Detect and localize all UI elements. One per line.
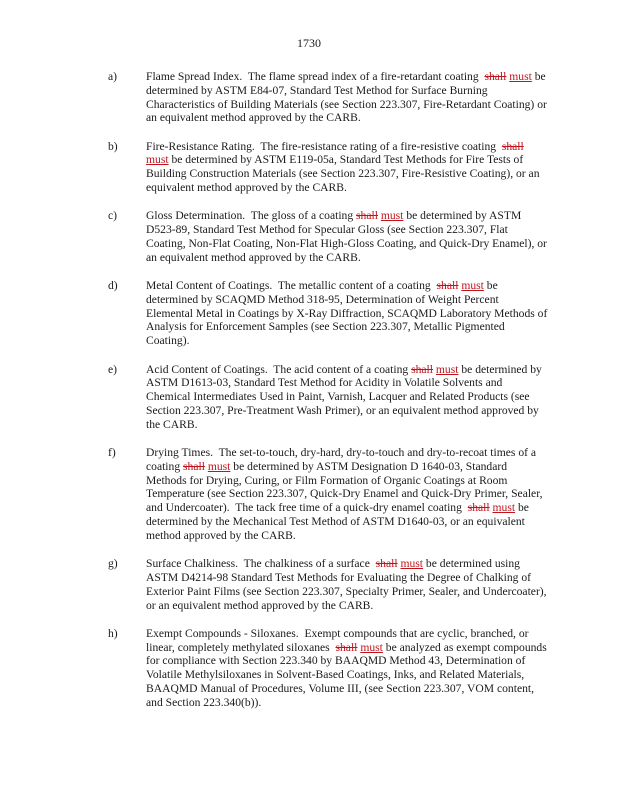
item-label: a) bbox=[108, 70, 118, 83]
deleted-text: shall bbox=[375, 557, 398, 571]
deleted-text: shall bbox=[436, 279, 459, 293]
text-segment: Surface Chalkiness. The chalkiness of a surface bbox=[146, 557, 376, 571]
item-text bbox=[146, 627, 548, 710]
provision-item-b bbox=[108, 140, 548, 195]
inserted-text: must bbox=[380, 209, 404, 223]
item-text bbox=[146, 209, 548, 264]
inserted-text: must bbox=[461, 279, 484, 293]
provision-list bbox=[108, 70, 548, 724]
text-segment: be determined by ASTM D1613-03, Standard Test Method for Acidity in Volatile Solvents and Chemical Intermediates Used in Paint, Varnish, Lacquer and Related Products (see Section 223.307, Pre-Treatment Wash Primer), or an equivalent method approved by the CARB. bbox=[146, 362, 545, 431]
inserted-text: must bbox=[400, 557, 424, 571]
inserted-text: must bbox=[360, 640, 383, 654]
item-label: d) bbox=[108, 279, 118, 293]
item-text bbox=[146, 557, 548, 612]
text-segment: Exempt Compounds - Siloxanes. Exempt compounds that are cyclic, branched, or linear, completely methylated siloxanes bbox=[146, 626, 532, 654]
provision-item-e bbox=[108, 363, 548, 432]
item-label: b) bbox=[108, 139, 118, 153]
text-segment: be determined by SCAQMD Method 318-95, Determination of Weight Percent Elemental Metal in Coatings by X-Ray Diffraction, SCAQMD Laboratory Methods of Analysis for Enforcement Samples (see Section 223.307, Metallic Pigmented Coating). bbox=[146, 279, 550, 348]
provision-item-f bbox=[108, 446, 548, 543]
provision-item-c bbox=[108, 209, 548, 264]
provision-item-d bbox=[108, 279, 548, 348]
text-segment: Flame Spread Index. The flame spread index of a fire-retardant coating bbox=[146, 70, 485, 83]
text-segment: be analyzed as exempt compounds for compliance with Section 223.340 by BAAQMD Method 43, Determination of Volatile Methylsiloxanes in Solvent-Based Coatings, Inks, and Related Materials, BAAQMD Manual of Procedures, Volume III, (see Section 223.307, VOM content, and Section 223.340(b)). bbox=[146, 640, 550, 709]
item-label: g) bbox=[108, 557, 118, 571]
inserted-text: must bbox=[492, 501, 516, 515]
text-segment: be determined by ASTM E84-07, Standard Test Method for Surface Burning Characteristics of Building Materials (see Section 223.307, Fire-Retardant Coating) or an equivalent method approved by the CARB. bbox=[146, 70, 550, 125]
item-label: f) bbox=[108, 446, 116, 460]
inserted-text: must bbox=[207, 459, 231, 473]
deleted-text: shall bbox=[356, 209, 378, 223]
provision-item-h bbox=[108, 627, 548, 710]
deleted-text: shall bbox=[467, 501, 490, 515]
inserted-text: must bbox=[146, 153, 169, 167]
item-label: h) bbox=[108, 626, 118, 640]
deleted-text: shall bbox=[501, 139, 524, 153]
text-segment: Drying Times. The set-to-touch, dry-hard, dry-to-touch and dry-to-recoat times of a coating bbox=[146, 446, 539, 473]
deleted-text: shall bbox=[411, 362, 433, 376]
item-text bbox=[146, 446, 548, 543]
text-segment: Gloss Determination. The gloss of a coating bbox=[146, 209, 357, 223]
item-text bbox=[146, 140, 548, 195]
inserted-text: must bbox=[435, 362, 459, 376]
text-segment: be determined by ASTM D523-89, Standard Test Method for Specular Gloss (see Section 223.307, Flat Coating, Non-Flat Coating, Non-Flat High-Gloss Coating, and Quick-Dry Enamel), or an equivalent method approved by the CARB. bbox=[146, 209, 550, 264]
text-segment: Metal Content of Coatings. The metallic content of a coating bbox=[146, 279, 437, 293]
text-segment: be determined by ASTM Designation D 1640-03, Standard Methods for Drying, Curing, or Film Formation of Organic Coatings at Room Temperature (see Section 223.307, Quick-Dry Enamel and Quick-Dry Primer, Sealer, and Undercoater). The tack free time of a quick-dry enamel coating bbox=[146, 459, 546, 515]
provision-item-g bbox=[108, 557, 548, 612]
text-segment bbox=[524, 140, 527, 153]
item-label: e) bbox=[108, 362, 118, 376]
item-label: c) bbox=[108, 209, 118, 223]
deleted-text: shall bbox=[335, 640, 358, 654]
page-number: 1730 bbox=[297, 36, 321, 50]
provision-item-a bbox=[108, 70, 548, 125]
text-segment: be determined by ASTM E119-05a, Standard Test Methods for Fire Tests of Building Construction Materials (see Section 223.307, Fire-Resistive Coating), or an equivalent method approved by the CARB. bbox=[146, 153, 543, 195]
item-text bbox=[146, 70, 548, 125]
item-text bbox=[146, 363, 548, 432]
deleted-text: shall bbox=[183, 459, 205, 473]
text-segment: Fire-Resistance Rating. The fire-resistance rating of a fire-resistive coating bbox=[146, 139, 502, 153]
text-segment: be determined using ASTM D4214-98 Standard Test Methods for Evaluating the Degree of Chalking of Exterior Paint Films (see Section 223.307, Specialty Primer, Sealer, and Undercoater), or an equivalent method approved by the CARB. bbox=[146, 557, 550, 612]
deleted-text: shall bbox=[484, 70, 507, 83]
item-text bbox=[146, 279, 548, 348]
text-segment: be determined by the Mechanical Test Method of ASTM D1640-03, or an equivalent method approved by the CARB. bbox=[146, 501, 532, 542]
text-segment: Acid Content of Coatings. The acid content of a coating bbox=[146, 362, 412, 376]
inserted-text: must bbox=[509, 70, 532, 83]
